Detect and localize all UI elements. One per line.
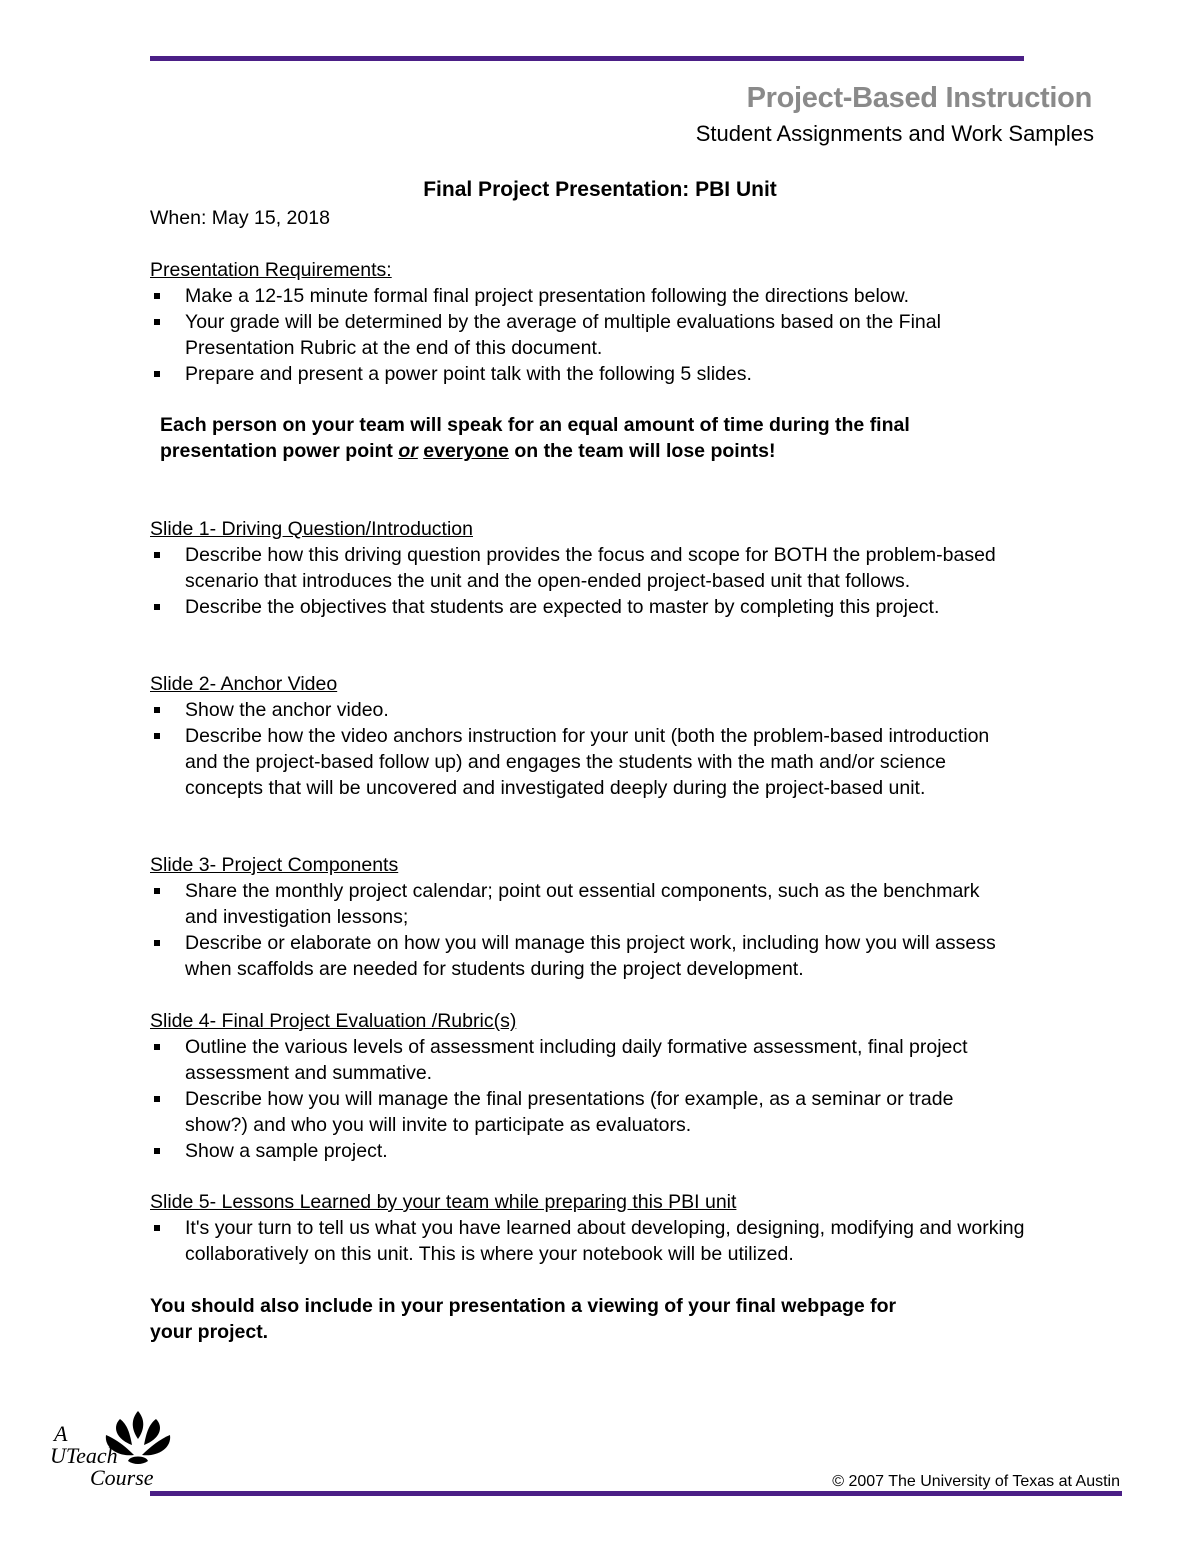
slide-4-list: [150, 1034, 1050, 1164]
bullet-icon: [154, 604, 160, 610]
requirements-heading: Presentation Requirements:: [150, 259, 392, 281]
bullet-icon: [154, 733, 160, 739]
list-item: Describe or elaborate on how you will manage this project work, including how you will assess when scaffolds are needed for students during the project development.: [150, 930, 1045, 982]
bullet-icon: [154, 1225, 160, 1231]
bullet-icon: [154, 319, 160, 325]
slide-5-heading: Slide 5- Lessons Learned by your team while preparing this PBI unit: [150, 1191, 737, 1213]
slide-5-list: [150, 1215, 1050, 1267]
footer-copyright: © 2007 The University of Texas at Austin: [832, 1473, 1120, 1490]
list-item: Your grade will be determined by the average of multiple evaluations based on the Final Presentation Rubric at the end of this document.: [150, 309, 1015, 361]
team-note-line2: presentation power point or everyone on the team will lose points!: [160, 440, 776, 462]
list-item: Describe how this driving question provides the focus and scope for BOTH the problem-based scenario that introduces the unit and the open-ended project-based unit that follows.: [150, 542, 1030, 594]
list-item: Show a sample project.: [150, 1138, 1050, 1164]
list-item: It's your turn to tell us what you have learned about developing, designing, modifying and working collaboratively on this unit. This is where your notebook will be utilized.: [150, 1215, 1025, 1267]
top-rule: [150, 56, 1024, 61]
bullet-icon: [154, 1148, 160, 1154]
header-subtitle: Student Assignments and Work Samples: [695, 121, 1094, 146]
uteach-logo: A UTeach Course: [50, 1405, 180, 1491]
requirements-list: [150, 283, 1050, 387]
when-date: When: May 15, 2018: [150, 207, 330, 229]
bullet-icon: [154, 371, 160, 377]
bottom-rule: [150, 1491, 1122, 1496]
slide-2-list: [150, 697, 1050, 801]
closing-note-line1: You should also include in your presentation a viewing of your final webpage for: [150, 1295, 897, 1317]
list-item: Outline the various levels of assessment including daily formative assessment, final project assessment and summative.: [150, 1034, 1015, 1086]
slide-3-list: [150, 878, 1050, 982]
document-title: Final Project Presentation: PBI Unit: [423, 178, 777, 201]
list-item: Make a 12-15 minute formal final project presentation following the directions below.: [150, 283, 1050, 309]
list-item: Describe how the video anchors instruction for your unit (both the problem-based introduction and the project-based follow up) and engages the students with the math and/or science concepts that will be uncovered and investigated deeply during the project-based unit.: [150, 723, 1000, 801]
list-item: Share the monthly project calendar; point out essential components, such as the benchmark and investigation lessons;: [150, 878, 985, 930]
bullet-icon: [154, 940, 160, 946]
list-item: Describe the objectives that students are expected to master by completing this project.: [150, 594, 1030, 620]
slide-4-heading: Slide 4- Final Project Evaluation /Rubric(s): [150, 1010, 517, 1032]
slide-3-heading: Slide 3- Project Components: [150, 854, 399, 876]
list-item: Describe how you will manage the final presentations (for example, as a seminar or trade show?) and who you will invite to participate as evaluators.: [150, 1086, 1015, 1138]
slide-1-heading: Slide 1- Driving Question/Introduction: [150, 518, 473, 540]
slide-2-heading: Slide 2- Anchor Video: [150, 673, 338, 695]
header-title: Project-Based Instruction: [746, 82, 1092, 114]
team-note-or: or: [398, 440, 418, 462]
bullet-icon: [154, 552, 160, 558]
list-item: Show the anchor video.: [150, 697, 1050, 723]
list-item: Prepare and present a power point talk with the following 5 slides.: [150, 361, 1050, 387]
bullet-icon: [154, 707, 160, 713]
team-note-line1: Each person on your team will speak for an equal amount of time during the final: [160, 414, 910, 436]
bullet-icon: [154, 1096, 160, 1102]
bullet-icon: [154, 888, 160, 894]
team-note-everyone: everyone: [423, 440, 509, 462]
closing-note-line2: your project.: [150, 1321, 269, 1343]
slide-1-list: [150, 542, 1030, 620]
bullet-icon: [154, 293, 160, 299]
bullet-icon: [154, 1044, 160, 1050]
